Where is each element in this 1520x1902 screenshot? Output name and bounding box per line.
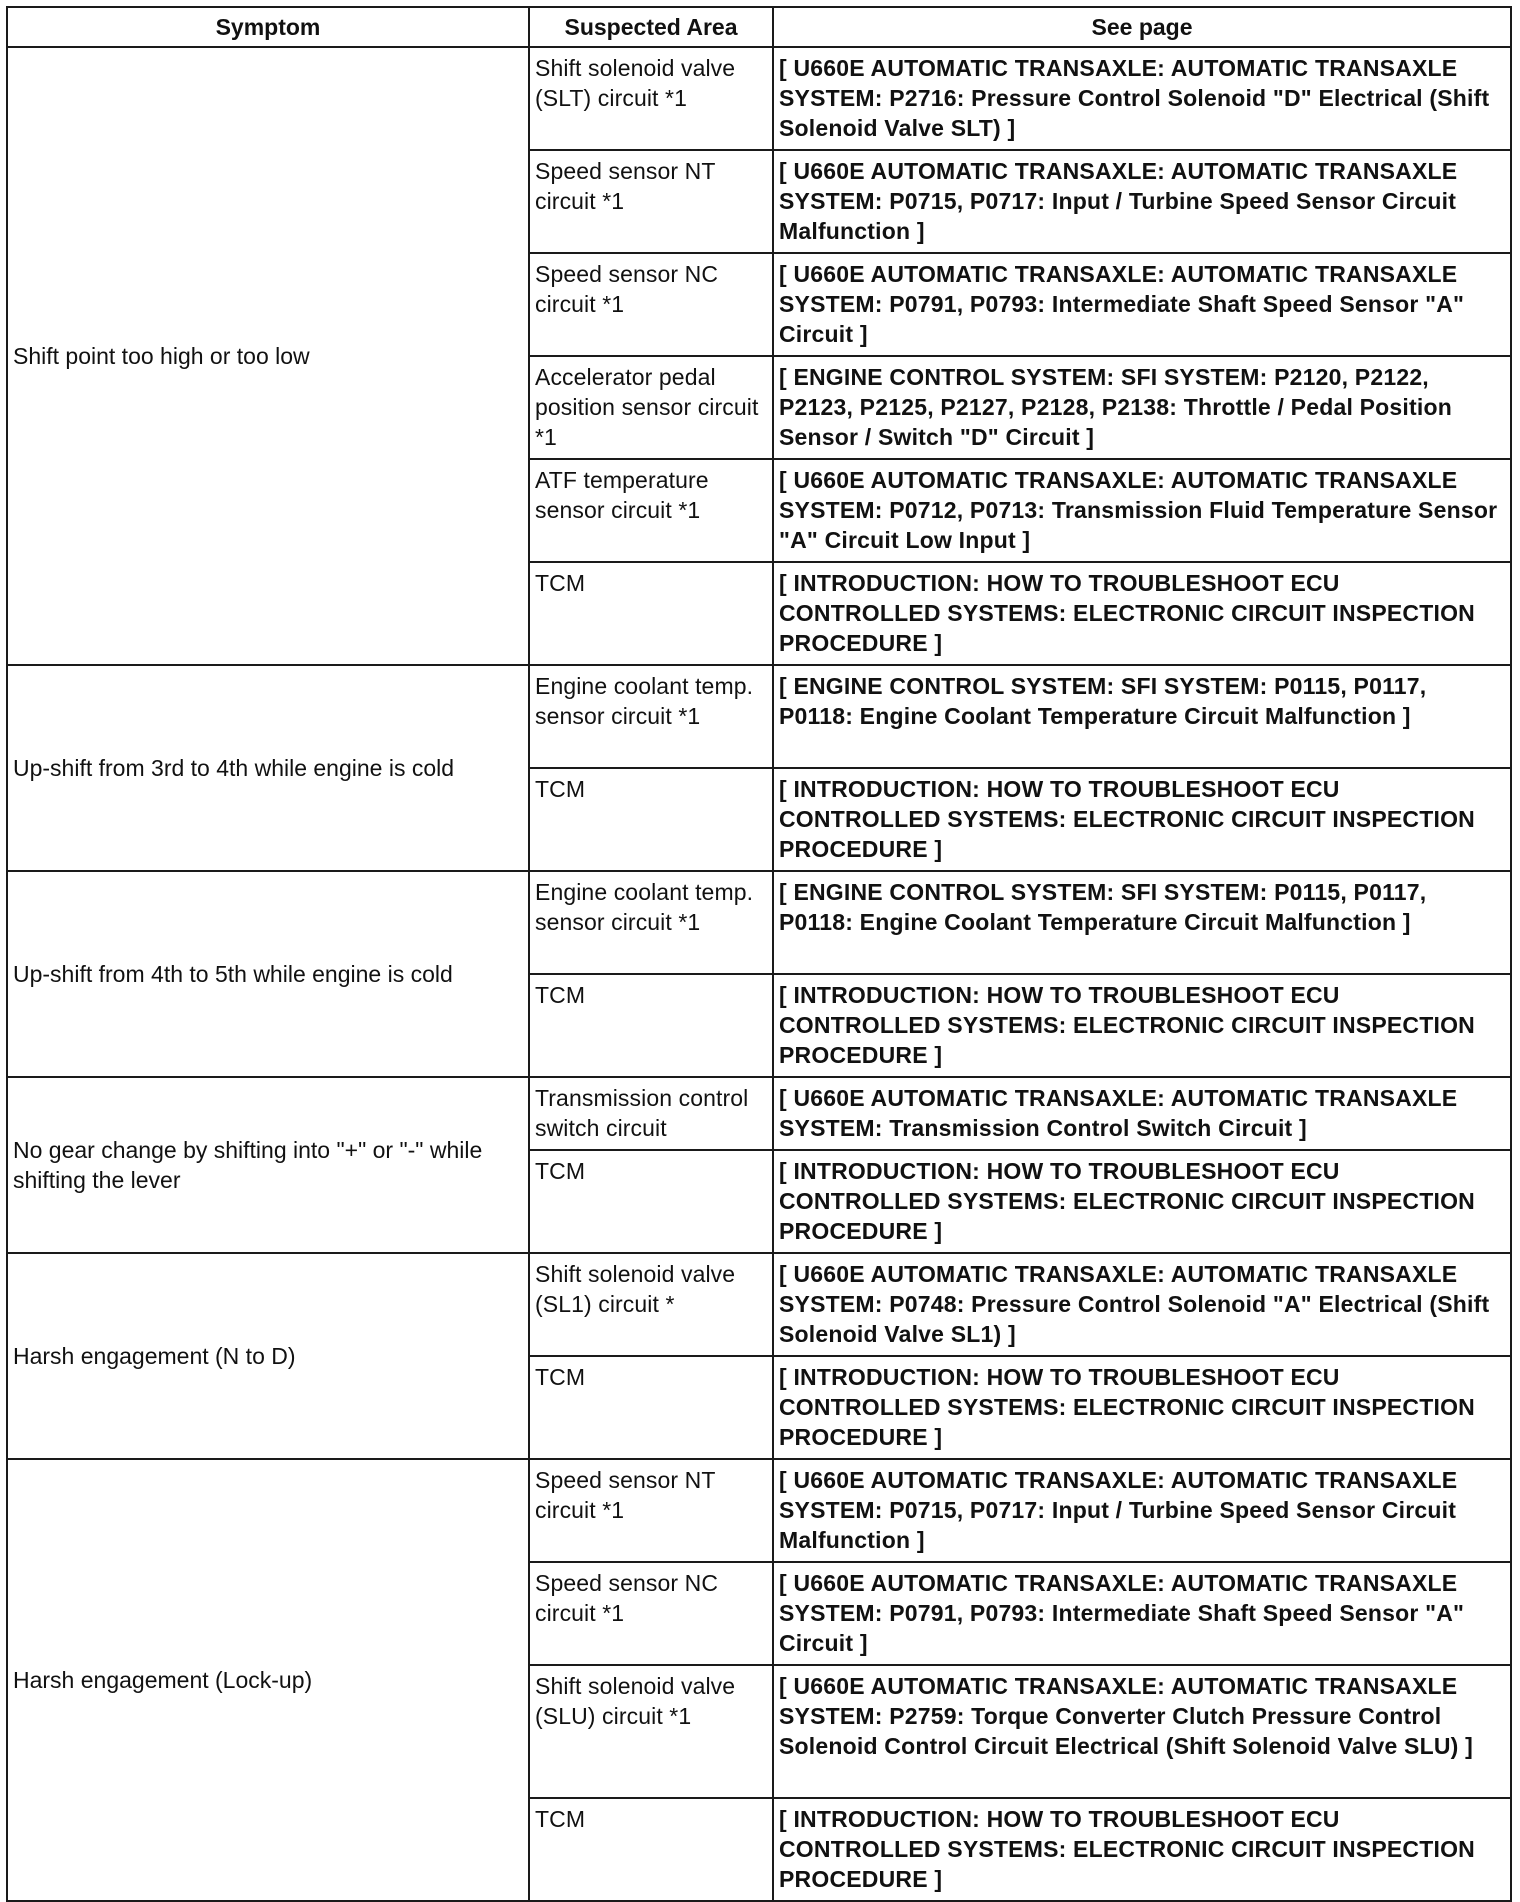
symptom-cell: Harsh engagement (N to D) — [7, 1253, 529, 1459]
suspected-area-cell: TCM — [529, 562, 773, 665]
suspected-area-cell: Shift solenoid valve (SLT) circuit *1 — [529, 47, 773, 150]
see-page-link[interactable]: [ INTRODUCTION: HOW TO TROUBLESHOOT ECU CONTROLLED SYSTEMS: ELECTRONIC CIRCUIT INSPECTION PROCEDURE ] — [773, 562, 1511, 665]
suspected-area-cell: Shift solenoid valve (SLU) circuit *1 — [529, 1665, 773, 1798]
suspected-area-cell: Speed sensor NT circuit *1 — [529, 150, 773, 253]
suspected-area-cell: Transmission control switch circuit — [529, 1077, 773, 1150]
troubleshooting-table — [6, 6, 1512, 1902]
suspected-area-cell: Shift solenoid valve (SL1) circuit * — [529, 1253, 773, 1356]
header-suspected-area: Suspected Area — [529, 7, 773, 47]
table-row — [7, 665, 1511, 768]
symptom-cell: No gear change by shifting into "+" or "-" while shifting the lever — [7, 1077, 529, 1253]
suspected-area-cell: ATF temperature sensor circuit *1 — [529, 459, 773, 562]
symptom-cell: Up-shift from 4th to 5th while engine is cold — [7, 871, 529, 1077]
header-see-page: See page — [773, 7, 1511, 47]
table-row — [7, 871, 1511, 974]
troubleshooting-table-container — [6, 6, 1510, 1902]
header-symptom: Symptom — [7, 7, 529, 47]
suspected-area-cell: TCM — [529, 768, 773, 871]
suspected-area-cell: TCM — [529, 1798, 773, 1901]
see-page-link[interactable]: [ ENGINE CONTROL SYSTEM: SFI SYSTEM: P2120, P2122, P2123, P2125, P2127, P2128, P2138: Throttle / Pedal Position Sensor / Switch "D" Circuit ] — [773, 356, 1511, 459]
see-page-link[interactable]: [ U660E AUTOMATIC TRANSAXLE: AUTOMATIC TRANSAXLE SYSTEM: P0712, P0713: Transmission Fluid Temperature Sensor "A" Circuit Low Input ] — [773, 459, 1511, 562]
suspected-area-cell: Engine coolant temp. sensor circuit *1 — [529, 665, 773, 768]
see-page-link[interactable]: [ INTRODUCTION: HOW TO TROUBLESHOOT ECU CONTROLLED SYSTEMS: ELECTRONIC CIRCUIT INSPECTION PROCEDURE ] — [773, 768, 1511, 871]
suspected-area-cell: TCM — [529, 1356, 773, 1459]
see-page-link[interactable]: [ INTRODUCTION: HOW TO TROUBLESHOOT ECU CONTROLLED SYSTEMS: ELECTRONIC CIRCUIT INSPECTION PROCEDURE ] — [773, 1798, 1511, 1901]
see-page-link[interactable]: [ U660E AUTOMATIC TRANSAXLE: AUTOMATIC TRANSAXLE SYSTEM: P0791, P0793: Intermediate Shaft Speed Sensor "A" Circuit ] — [773, 253, 1511, 356]
suspected-area-cell: Accelerator pedal position sensor circuit *1 — [529, 356, 773, 459]
symptom-cell: Up-shift from 3rd to 4th while engine is cold — [7, 665, 529, 871]
header-row — [7, 7, 1511, 47]
see-page-link[interactable]: [ U660E AUTOMATIC TRANSAXLE: AUTOMATIC TRANSAXLE SYSTEM: P0715, P0717: Input / Turbine Speed Sensor Circuit Malfunction ] — [773, 150, 1511, 253]
table-row — [7, 1459, 1511, 1562]
see-page-link[interactable]: [ U660E AUTOMATIC TRANSAXLE: AUTOMATIC TRANSAXLE SYSTEM: P0791, P0793: Intermediate Shaft Speed Sensor "A" Circuit ] — [773, 1562, 1511, 1665]
suspected-area-cell: Engine coolant temp. sensor circuit *1 — [529, 871, 773, 974]
see-page-link[interactable]: [ INTRODUCTION: HOW TO TROUBLESHOOT ECU CONTROLLED SYSTEMS: ELECTRONIC CIRCUIT INSPECTION PROCEDURE ] — [773, 1150, 1511, 1253]
suspected-area-cell: Speed sensor NC circuit *1 — [529, 1562, 773, 1665]
suspected-area-cell: Speed sensor NT circuit *1 — [529, 1459, 773, 1562]
symptom-cell: Shift point too high or too low — [7, 47, 529, 665]
see-page-link[interactable]: [ ENGINE CONTROL SYSTEM: SFI SYSTEM: P0115, P0117, P0118: Engine Coolant Temperature Circuit Malfunction ] — [773, 665, 1511, 768]
table-row — [7, 1077, 1511, 1150]
see-page-link[interactable]: [ ENGINE CONTROL SYSTEM: SFI SYSTEM: P0115, P0117, P0118: Engine Coolant Temperature Circuit Malfunction ] — [773, 871, 1511, 974]
see-page-link[interactable]: [ U660E AUTOMATIC TRANSAXLE: AUTOMATIC TRANSAXLE SYSTEM: P2716: Pressure Control Solenoid "D" Electrical (Shift Solenoid Valve SLT) ] — [773, 47, 1511, 150]
table-row — [7, 47, 1511, 150]
suspected-area-cell: TCM — [529, 974, 773, 1077]
see-page-link[interactable]: [ U660E AUTOMATIC TRANSAXLE: AUTOMATIC TRANSAXLE SYSTEM: P2759: Torque Converter Clutch Pressure Control Solenoid Control Circuit Electrical (Shift Solenoid Valve SLU) ] — [773, 1665, 1511, 1798]
see-page-link[interactable]: [ INTRODUCTION: HOW TO TROUBLESHOOT ECU CONTROLLED SYSTEMS: ELECTRONIC CIRCUIT INSPECTION PROCEDURE ] — [773, 1356, 1511, 1459]
suspected-area-cell: TCM — [529, 1150, 773, 1253]
see-page-link[interactable]: [ U660E AUTOMATIC TRANSAXLE: AUTOMATIC TRANSAXLE SYSTEM: Transmission Control Switch Circuit ] — [773, 1077, 1511, 1150]
suspected-area-cell: Speed sensor NC circuit *1 — [529, 253, 773, 356]
see-page-link[interactable]: [ U660E AUTOMATIC TRANSAXLE: AUTOMATIC TRANSAXLE SYSTEM: P0715, P0717: Input / Turbine Speed Sensor Circuit Malfunction ] — [773, 1459, 1511, 1562]
see-page-link[interactable]: [ INTRODUCTION: HOW TO TROUBLESHOOT ECU CONTROLLED SYSTEMS: ELECTRONIC CIRCUIT INSPECTION PROCEDURE ] — [773, 974, 1511, 1077]
table-row — [7, 1253, 1511, 1356]
symptom-cell: Harsh engagement (Lock-up) — [7, 1459, 529, 1901]
see-page-link[interactable]: [ U660E AUTOMATIC TRANSAXLE: AUTOMATIC TRANSAXLE SYSTEM: P0748: Pressure Control Solenoid "A" Electrical (Shift Solenoid Valve SL1) ] — [773, 1253, 1511, 1356]
